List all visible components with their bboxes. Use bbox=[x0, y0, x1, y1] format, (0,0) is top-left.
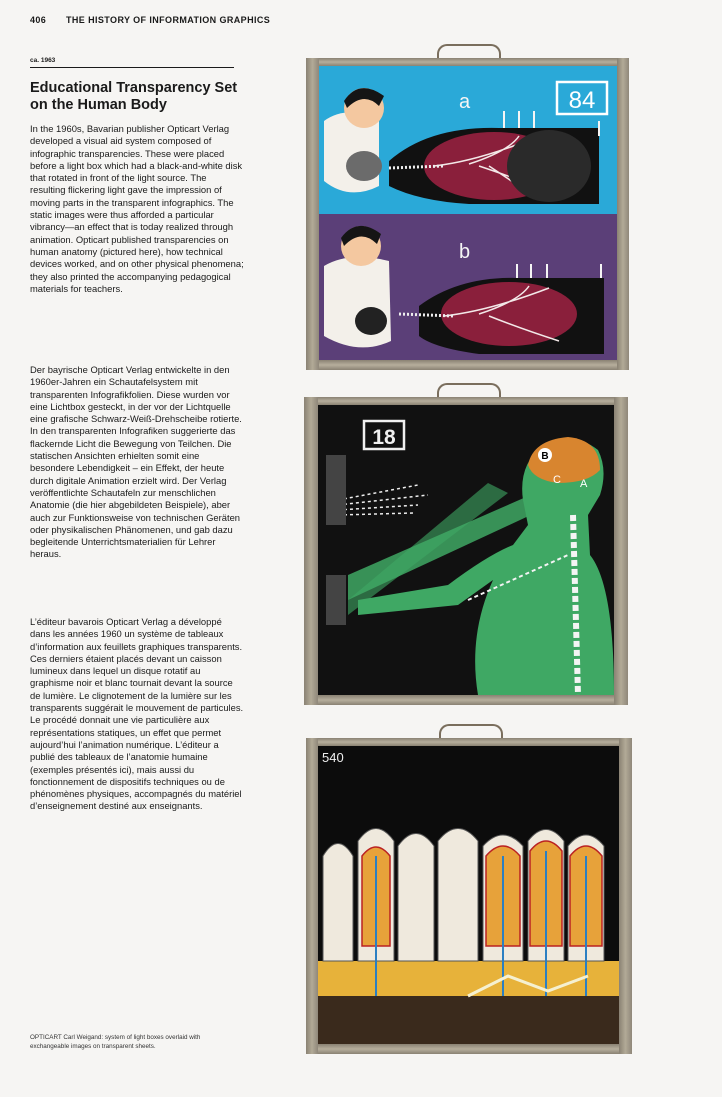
plate-number: 18 bbox=[372, 426, 396, 449]
plate-label-a: A bbox=[580, 478, 588, 490]
plate-lungs bbox=[306, 58, 629, 370]
paragraph-french-text: L’éditeur bavarois Opticart Verlag a développé dans les années 1960 un système de tableaux d’information aux feuillets graphiques transparents. Ces derniers étaient placés devant un caisson lumineux dans lequel un disque rotatif au graphisme noir et blanc tournait devant la source de lumière. Le clignotement de la lumière sur les transparents suggérait le mouvement de particules. Le procédé donnait une vie particulière aux représentations statiques, un effet que permet aujourd’hui l’animation numérique. L’éditeur a publié des tableaux de l’anatomie humaine (exemples présentés ici), mais aussi du fonctionnement de dispositifs techniques ou de phénomènes physiques, accompagnés du matériel d’enseignement destiné aux enseignants. bbox=[30, 616, 244, 812]
page-number: 406 bbox=[30, 15, 47, 25]
plate-number: 540 bbox=[322, 750, 344, 765]
plate-villi bbox=[306, 738, 632, 1054]
paragraph-german bbox=[30, 364, 244, 561]
running-head bbox=[30, 15, 270, 25]
paragraph-english bbox=[30, 123, 244, 295]
section-title: THE HISTORY OF INFORMATION GRAPHICS bbox=[66, 15, 271, 25]
plate-nervous-system bbox=[304, 397, 628, 705]
divider bbox=[30, 67, 234, 68]
figure-caption: OPTICART Carl Weigand: system of light boxes overlaid with exchangeable images on transparent sheets. bbox=[30, 1034, 201, 1050]
paragraph-french bbox=[30, 616, 244, 813]
paragraph-english-text: In the 1960s, Bavarian publisher Opticart Verlag developed a visual aid system composed of infographic transparencies. These were placed before a light box which had a black-and-white disk that rotated in front of the light source. The resulting flickering light gave the impression of moving parts in the transparent infographics. The static images were thus afforded a particular vibrancy—an effect that is today realized through animation. Opticart published transparencies on human anatomy (pictured here), how technical devices worked, and on other physical phenomena; they also printed the accompanying pedagogical materials for teachers. bbox=[30, 123, 244, 294]
article-date: ca. 1963 bbox=[30, 57, 56, 64]
lungs-illustration bbox=[319, 66, 617, 360]
plate-label-a: a bbox=[459, 91, 471, 113]
plate-label-b: B bbox=[541, 451, 549, 462]
plate-label-b: b bbox=[459, 241, 471, 263]
villi-illustration bbox=[318, 746, 619, 1044]
plate-label-c: C bbox=[553, 474, 561, 486]
nervous-system-illustration bbox=[318, 405, 614, 695]
paragraph-german-text: Der bayrische Opticart Verlag entwickelte in den 1960er-Jahren ein Schautafelsystem mit transparenten Infografikfolien. Diese wurden vor eine Lichtbox gesteckt, in der vor der Lichtquelle eine grafische Schwarz-Weiß-Drehscheibe rotierte. In den transparenten Infografiken suggerierte das flackernde Licht die Bewegung von Teilchen. Die statischen Ansichten erhielten somit eine besondere Lebendigkeit – ein Effekt, der heute durch digitale Animation erzielt wird. Der Verlag veröffentlichte Schautafeln zur menschlichen Anatomie (die hier abgebildeten Beispiele), aber auch zur Funktionsweise von technischen Geräten oder physikalischen Phänomenen, und gab dazu begleitende Unterrichtsmaterialien für Lehrer heraus. bbox=[30, 364, 242, 560]
article-title: Educational Transparency Set on the Human Body bbox=[30, 80, 238, 113]
plate-number: 84 bbox=[568, 87, 596, 114]
